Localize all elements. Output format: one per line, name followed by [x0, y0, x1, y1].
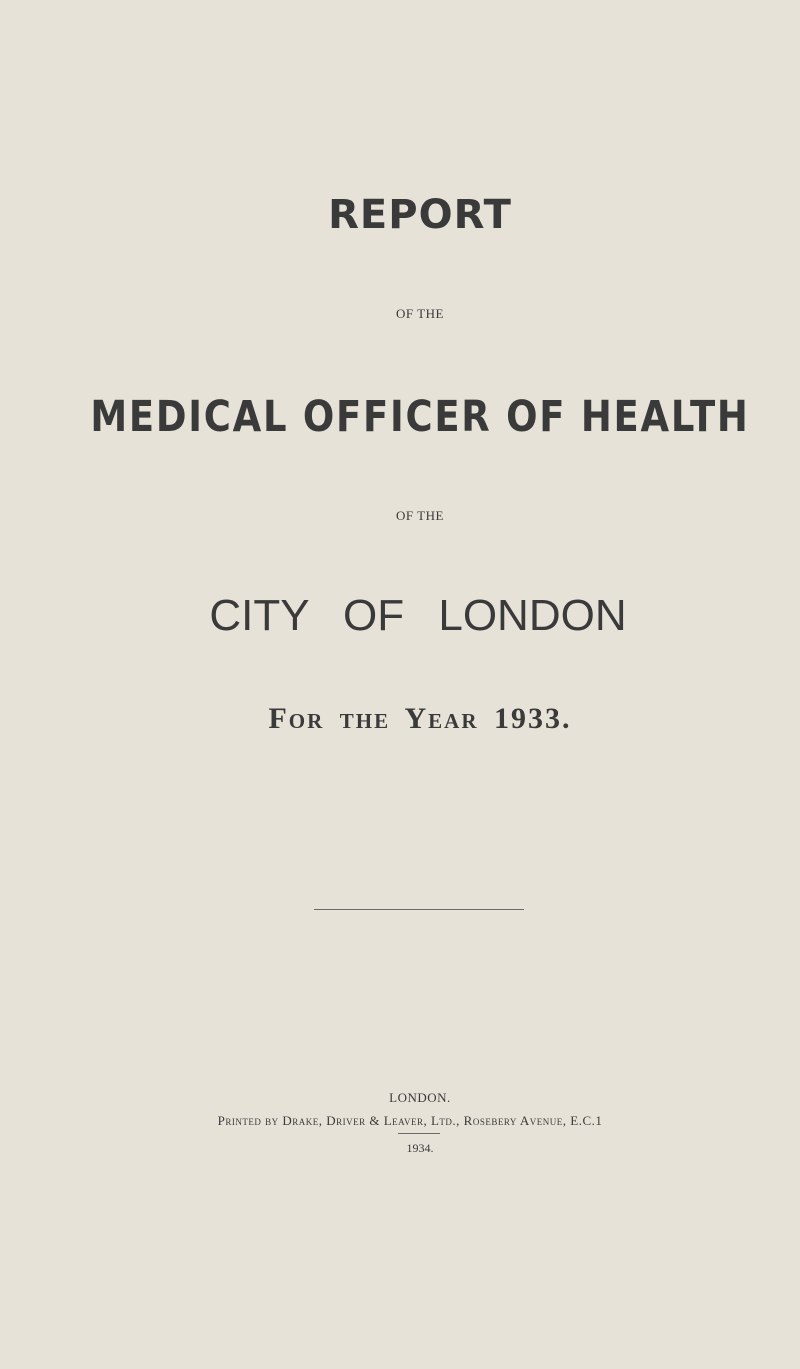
medical-officer-title: MEDICAL OFFICER OF HEALTH: [90, 392, 750, 442]
report-title: REPORT: [328, 192, 512, 238]
of-the-connector-2: OF THE: [396, 508, 444, 523]
of-the-connector-1: OF THE: [396, 306, 444, 321]
city-of-london-title: CITY OF LONDON: [209, 591, 627, 640]
imprint-printer: Printed by Drake, Driver & Leaver, Ltd., Rosebery Avenue, E.C.1: [217, 1113, 603, 1128]
divider-rule: [314, 909, 524, 910]
report-year: For the Year 1933.: [268, 702, 572, 735]
imprint-divider: [398, 1133, 440, 1134]
imprint-year: 1934.: [406, 1141, 434, 1155]
imprint-place: LONDON.: [389, 1090, 451, 1105]
